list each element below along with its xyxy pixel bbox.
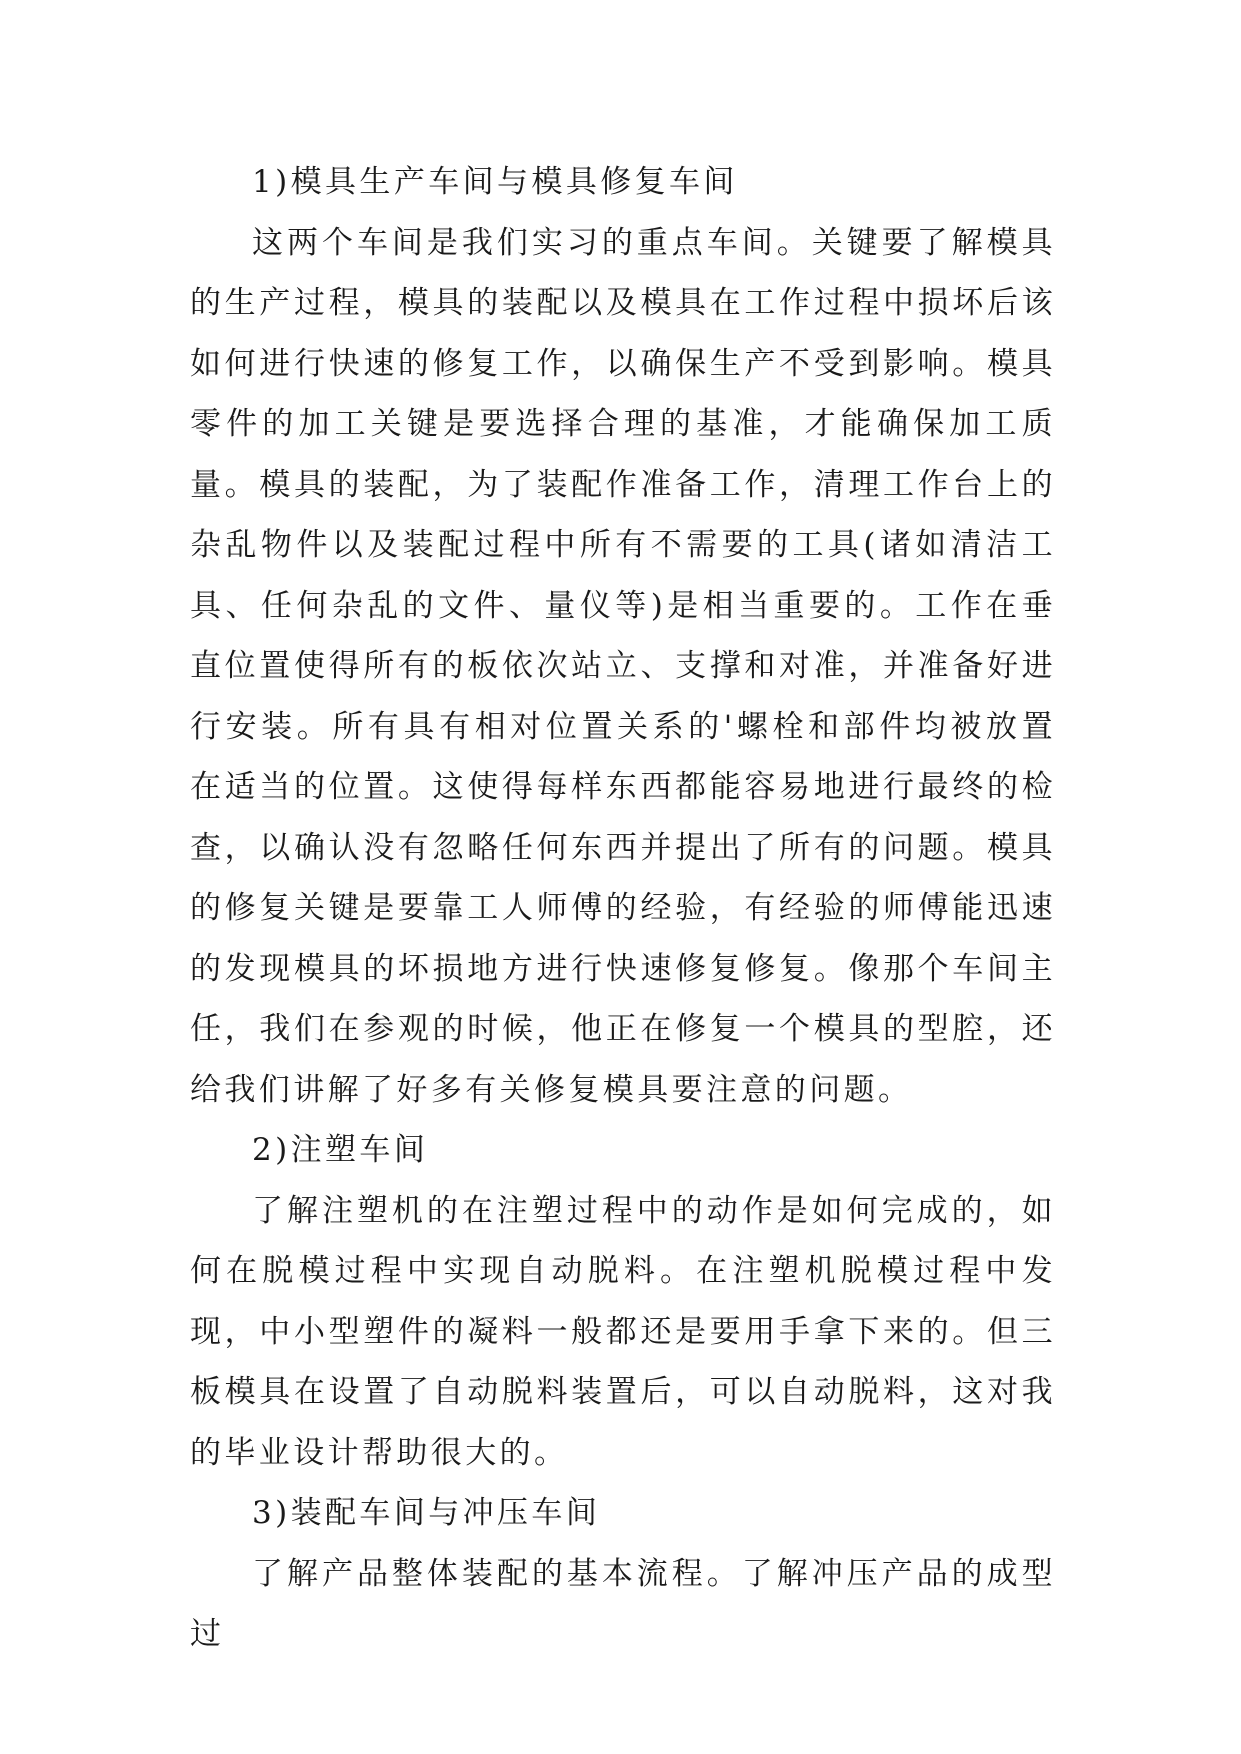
section-heading-2: 2)注塑车间 (252, 1132, 429, 1168)
document-body (190, 152, 1056, 1665)
section-heading-1: 1)模具生产车间与模具修复车间 (252, 164, 738, 200)
section-paragraph-1: 这两个车间是我们实习的重点车间。关键要了解模具的生产过程，模具的装配以及模具在工作过程中损坏后该如何进行快速的修复工作，以确保生产不受到影响。模具零件的加工关键是要选择合理的基准，才能确保加工质量。模具的装配，为了装配作准备工作，清理工作台上的杂乱物件以及装配过程中所有不需要的工具(诸如清洁工具、任何杂乱的文件、量仪等)是相当重要的。工作在垂直位置使得所有的板依次站立、支撑和对准，并准备好进行安装。所有具有相对位置关系的'螺栓和部件均被放置在适当的位置。这使得每样东西都能容易地进行最终的检查，以确认没有忽略任何东西并提出了所有的问题。模具的修复关键是要靠工人师傅的经验，有经验的师傅能迅速的发现模具的坏损地方进行快速修复修复。像那个车间主任，我们在参观的时候，他正在修复一个模具的型腔，还给我们讲解了好多有关修复模具要注意的问题。 (190, 224, 1056, 1108)
section-heading-3: 3)装配车间与冲压车间 (252, 1495, 601, 1531)
section-paragraph-3: 了解产品整体装配的基本流程。了解冲压产品的成型过 (190, 1555, 1056, 1652)
section-paragraph-2: 了解注塑机的在注塑过程中的动作是如何完成的，如何在脱模过程中实现自动脱料。在注塑机脱模过程中发现，中小型塑件的凝料一般都还是要用手拿下来的。但三板模具在设置了自动脱料装置后，可以自动脱料，这对我的毕业设计帮助很大的。 (190, 1192, 1056, 1471)
